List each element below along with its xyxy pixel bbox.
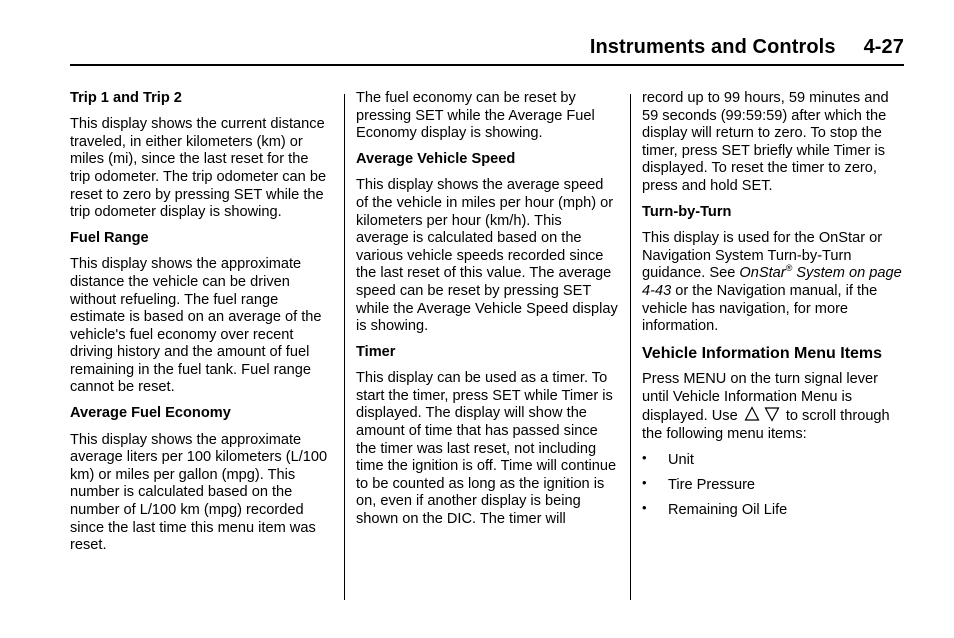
- registered-mark: ®: [785, 263, 793, 274]
- column-divider-1: [344, 94, 345, 600]
- menu-items-list: [642, 449, 904, 520]
- heading-fuel-range: Fuel Range: [70, 230, 149, 247]
- list-item-label: Tire Pressure: [668, 476, 756, 493]
- page-number: 4-27: [863, 36, 904, 58]
- column-2: [356, 90, 618, 537]
- paragraph-fuel-reset: The fuel economy can be reset by pressing SET while the Average Fuel Economy display is showing.: [356, 90, 595, 142]
- heading-vehicle-information-menu-items: Vehicle Information Menu Items: [642, 345, 883, 363]
- vim-text-b: to scroll through the following menu items:: [642, 408, 890, 442]
- down-arrow-icon: [764, 406, 780, 422]
- heading-average-vehicle-speed: Average Vehicle Speed: [356, 151, 516, 168]
- heading-trip: Trip 1 and Trip 2: [70, 90, 182, 106]
- heading-average-fuel-economy: Average Fuel Economy: [70, 405, 231, 422]
- paragraph-average-vehicle-speed: This display shows the average speed of the vehicle in miles per hour (mph) or kilometers per hour (km/h). This average is calculated based on the various vehicle speeds recorded since the last reset of this value. The average speed can be reset by pressing SET while the Average Vehicle Speed display is showing.: [356, 177, 618, 335]
- column-divider-2: [630, 94, 631, 600]
- bullet: •: [642, 474, 647, 490]
- list-item-label: Unit: [668, 451, 694, 468]
- list-item: [642, 474, 904, 495]
- header-rule: [70, 64, 904, 66]
- paragraph-timer-continued: record up to 99 hours, 59 minutes and 59 seconds (99:59:59) after which the display will return to zero. To stop the timer, press SET briefly while Timer is displayed. To reset the timer to zero, press and hold SET.: [642, 90, 889, 194]
- bullet: •: [642, 499, 647, 515]
- onstar-link-text: OnStar: [739, 265, 786, 282]
- turn-text-a: This display is used for the OnStar or Navigation System Turn-by-Turn guidance. See: [642, 230, 883, 282]
- turn-text-b: or the Navigation manual, if the vehicle has navigation, for more information.: [642, 282, 878, 335]
- onstar-link-page: System on page 4-43: [642, 265, 902, 299]
- heading-turn-by-turn: Turn-by-Turn: [642, 203, 732, 220]
- list-item-label: Remaining Oil Life: [668, 501, 788, 518]
- paragraph-turn-by-turn: [642, 230, 904, 336]
- paragraph-vehicle-information-menu: [642, 371, 904, 443]
- page-header: [590, 36, 904, 59]
- heading-timer: Timer: [356, 344, 396, 361]
- bullet: •: [642, 449, 647, 465]
- paragraph-average-fuel-economy: This display shows the approximate average liters per 100 kilometers (L/100 km) or miles per gallon (mpg). This number is calculated based on the number of L/100 km (mpg) recorded since the last time this menu item was reset.: [70, 431, 328, 554]
- paragraph-fuel-range: This display shows the approximate distance the vehicle can be driven without refueling. The fuel range estimate is based on an average of the vehicle's fuel economy over recent driving history and the amount of fuel remaining in the fuel tank. Fuel range cannot be reset.: [70, 256, 322, 396]
- column-1: [70, 90, 332, 563]
- list-item: [642, 499, 904, 520]
- column-3: [642, 90, 904, 527]
- paragraph-trip: This display shows the current distance traveled, in either kilometers (km) or miles (mi), since the last reset for the trip odometer. The trip odometer can be reset to zero by pressing SET while the trip odometer display is showing.: [70, 116, 327, 221]
- paragraph-timer: This display can be used as a timer. To start the timer, press SET while Timer is displayed. The display will show the amount of time that has passed since the timer was last reset, not including time the ignition is off. Time will continue to be counted as long as the ignition is on, even if another display is being shown on the DIC. The timer will: [356, 370, 617, 528]
- section-title: Instruments and Controls: [589, 36, 836, 58]
- up-arrow-icon: [744, 406, 760, 422]
- list-item: [642, 449, 904, 470]
- vim-text-a: Press MENU on the turn signal lever until Vehicle Information Menu is displayed. Use: [642, 371, 879, 425]
